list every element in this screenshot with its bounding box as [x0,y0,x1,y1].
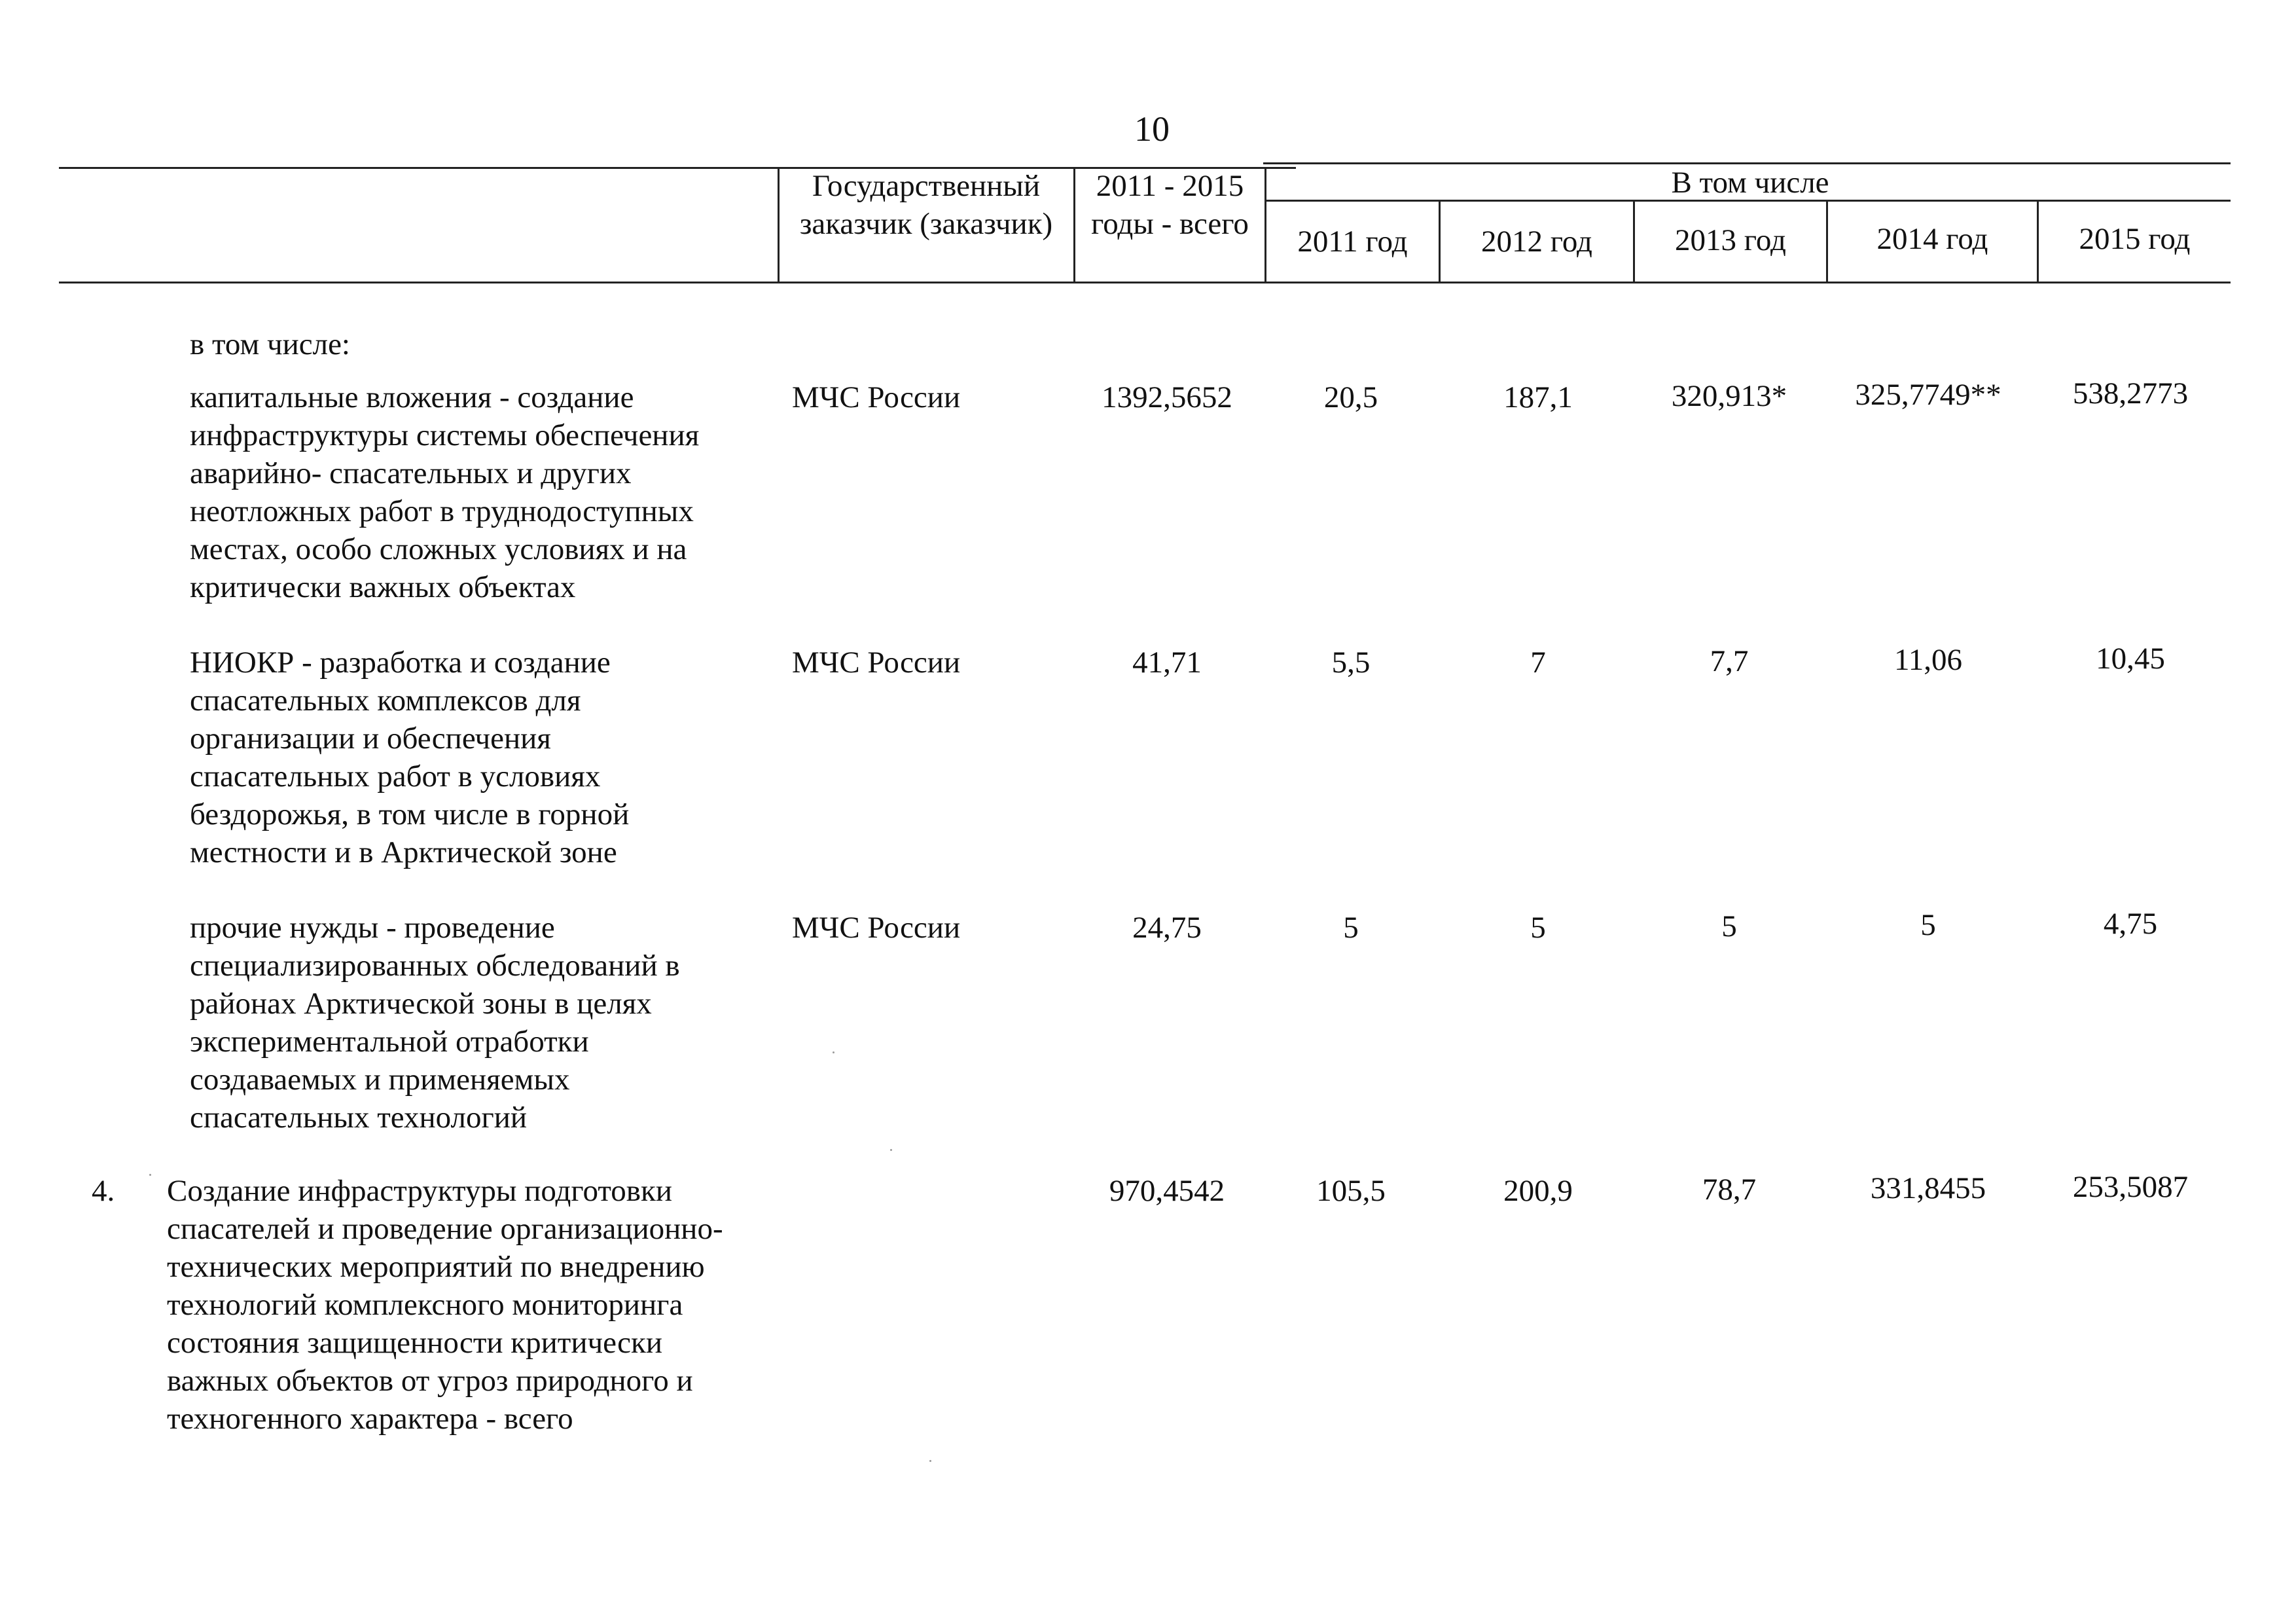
row-niokr-description: НИОКР - разработка и создание спасательных комплексов для организации и обеспечения спасательных работ в условиях бездорожья, в том числе в горной местности и в Арктической зоне [190,646,630,869]
row-niokr-customer: МЧС России [792,646,961,680]
row-item4-2012: 200,9 [1503,1174,1573,1208]
row-capital-2011: 20,5 [1323,380,1378,414]
scan-speck [833,1051,834,1053]
row-capital-2015: 538,2773 [2072,376,2189,410]
scan-speck [890,1149,892,1151]
row-including-label: в том числе: [190,327,350,361]
row-item4-total: 970,4542 [1109,1174,1225,1208]
header-total-period: 2011 - 2015 годы - всего [1091,169,1249,241]
row-capital-2013: 320,913* [1671,379,1787,413]
row-capital-2012: 187,1 [1503,380,1573,414]
row-other-2014: 5 [1920,908,1936,942]
row-other-2012: 5 [1530,911,1546,945]
row-other-customer: МЧС России [792,911,961,945]
row-item4-2011: 105,5 [1316,1174,1386,1208]
row-niokr-2011: 5,5 [1331,646,1371,680]
row-item4-2013: 78,7 [1702,1173,1757,1207]
row-other-description: прочие нужды - проведение специализированных обследований в районах Арктической зоны в целях экспериментальной отработки создаваемых и применяемых спасательных технологий [190,911,680,1135]
row-other-2013: 5 [1721,909,1737,943]
row-niokr-2015: 10,45 [2096,642,2165,676]
header-year-2013: 2013 год [1675,223,1786,257]
row-capital-total: 1392,5652 [1102,380,1232,414]
row-other-2015: 4,75 [2103,907,2158,941]
header-year-2014: 2014 год [1876,222,1988,256]
row-niokr-2014: 11,06 [1893,643,1962,677]
header-customer: Государственный заказчик (заказчик) [799,169,1053,241]
row-niokr-2012: 7 [1530,646,1546,680]
header-year-2011: 2011 год [1297,225,1408,259]
row-niokr-total: 41,71 [1132,646,1202,680]
row-niokr-2013: 7,7 [1710,644,1749,678]
row-capital-description: капитальные вложения - создание инфраструктуры системы обеспечения аварийно- спасательных и других неотложных работ в труднодоступных местах, особо сложных условиях и на критически важных объектах [190,380,700,604]
row-other-2011: 5 [1343,911,1359,945]
header-bottom-rule [59,282,2231,283]
scan-speck [149,1174,151,1176]
row-item4-number: 4. [92,1174,115,1208]
page-number: 10 [1134,109,1170,149]
col-divider-total [1073,167,1075,283]
row-item4-2014: 331,8455 [1870,1171,1986,1205]
row-capital-customer: МЧС России [792,380,961,414]
header-including: В том числе [1671,166,1829,200]
col-divider-customer [778,167,780,283]
scan-speck [929,1460,931,1462]
row-other-total: 24,75 [1132,911,1202,945]
header-year-2015: 2015 год [2079,222,2191,256]
row-item4-2015: 253,5087 [2072,1170,2189,1204]
row-capital-2014: 325,7749** [1855,378,2001,412]
header-year-2012: 2012 год [1481,225,1592,259]
row-item4-description: Создание инфраструктуры подготовки спасателей и проведение организационно- технических мероприятий по внедрению технологий комплексного мониторинга состояния защищенности критически важных объектов от угроз природного и техногенного характера - всего [167,1174,723,1436]
